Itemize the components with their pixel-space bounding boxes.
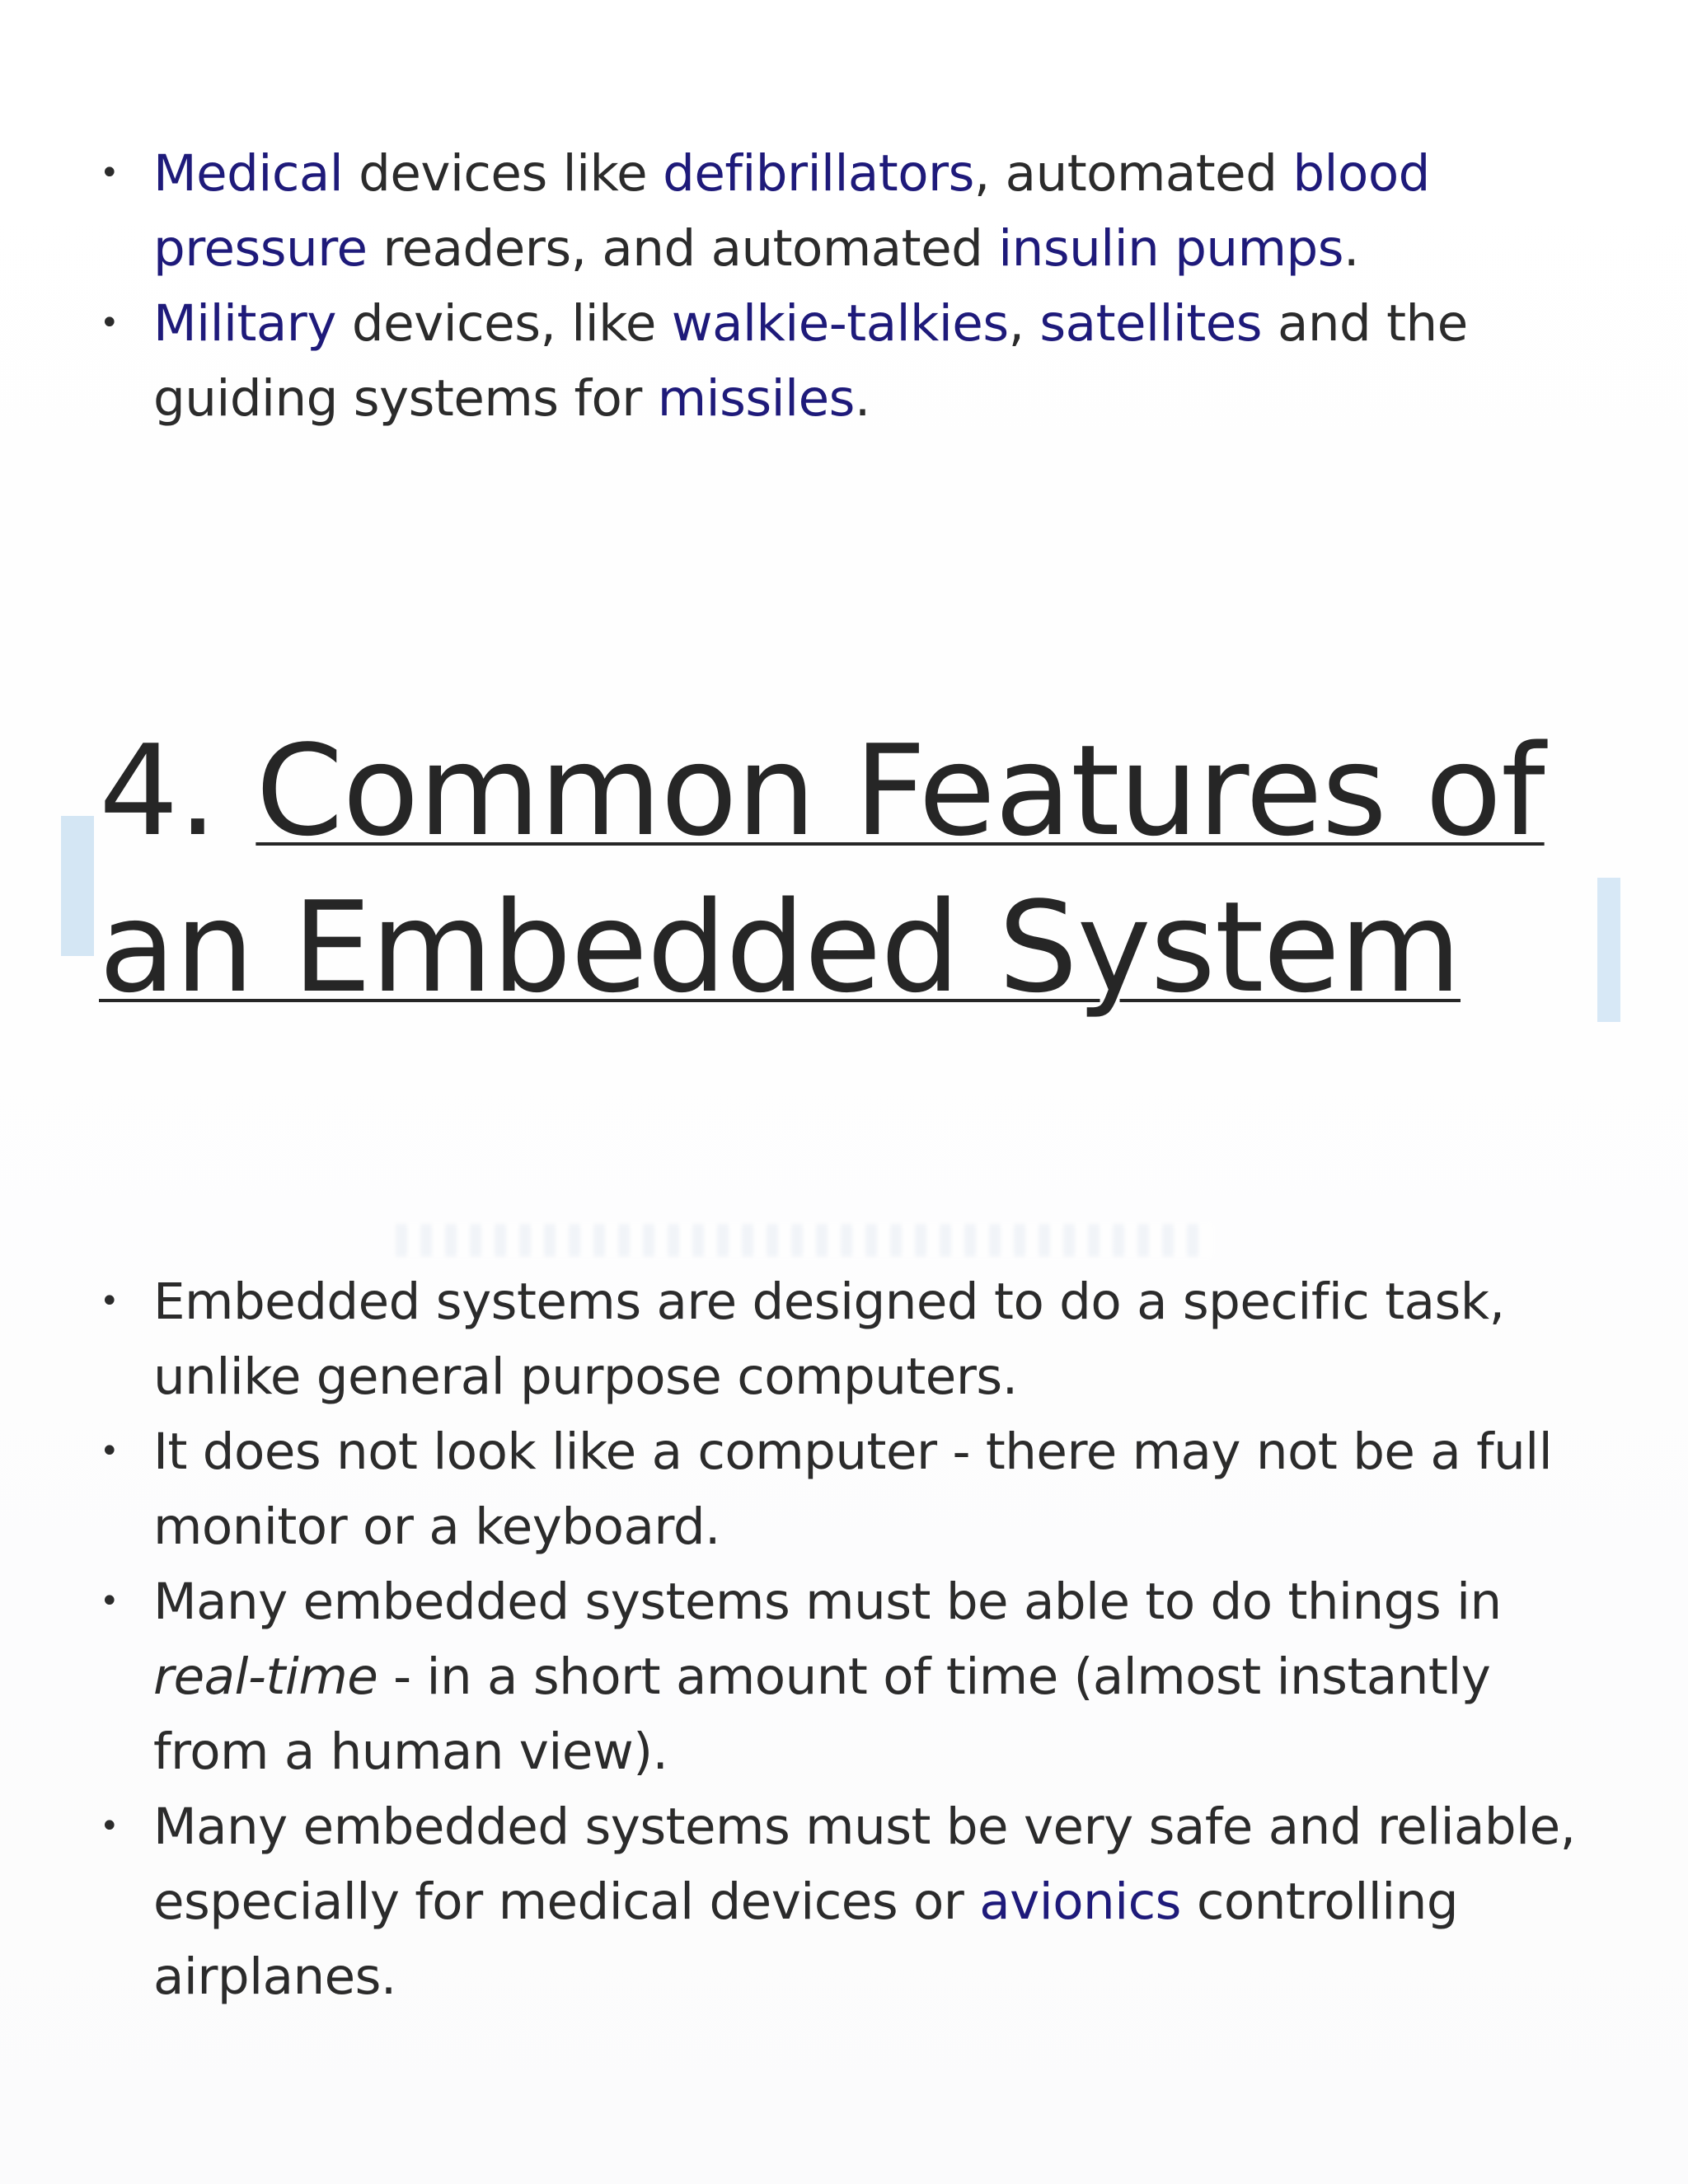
wiki-link[interactable]: satellites: [1039, 294, 1263, 353]
bullet-icon: •: [100, 1807, 120, 1845]
bullet-icon: •: [100, 154, 120, 192]
body-text: - in a short amount of time (almost instantly from a human view).: [153, 1647, 1491, 1781]
emphasis-text: real-time: [153, 1647, 378, 1706]
wiki-link[interactable]: defibrillators: [663, 144, 974, 203]
body-text: It does not look like a computer - there may not be a full monitor or a keyboard.: [153, 1422, 1553, 1556]
section-number: 4.: [99, 718, 256, 864]
wiki-link[interactable]: walkie-talkies: [671, 294, 1009, 353]
body-text: .: [854, 369, 870, 428]
list-item: [0, 136, 1688, 286]
bleed-through-strip: [396, 1224, 1212, 1257]
device-examples-list: [0, 136, 1688, 436]
body-text: Embedded systems are designed to do a specific task, unlike general purpose computers.: [153, 1272, 1505, 1406]
list-item: [0, 1414, 1688, 1564]
wiki-link[interactable]: Medical: [153, 144, 344, 203]
features-list: [0, 1264, 1688, 2014]
body-text: readers, and automated: [367, 219, 999, 278]
body-text: ,: [1008, 294, 1040, 353]
body-text: devices like: [343, 144, 663, 203]
section-title: Common Features of an Embedded System: [99, 718, 1545, 1020]
section-heading: [99, 713, 1632, 1026]
wiki-link[interactable]: Military: [153, 294, 336, 353]
body-text: and the guiding systems for: [153, 294, 1468, 428]
bullet-icon: •: [100, 1582, 120, 1620]
bullet-icon: •: [100, 304, 120, 342]
bullet-icon: •: [100, 1432, 120, 1470]
list-item: [0, 1789, 1688, 2014]
body-text: Many embedded systems must be able to do things in: [153, 1572, 1502, 1631]
body-text: devices, like: [335, 294, 672, 353]
body-text: .: [1343, 219, 1359, 278]
highlight-mark-left: [61, 816, 94, 956]
body-text: , automated: [973, 144, 1293, 203]
wiki-link[interactable]: missiles: [657, 369, 855, 428]
wiki-link[interactable]: blood pressure: [153, 144, 1430, 278]
wiki-link[interactable]: avionics: [979, 1872, 1181, 1931]
body-text: Many embedded systems must be very safe and reliable, especially for medical devices or: [153, 1797, 1576, 1931]
body-text: controlling airplanes.: [153, 1872, 1459, 2006]
list-item: [0, 1564, 1688, 1789]
bullet-icon: •: [100, 1282, 120, 1320]
wiki-link[interactable]: insulin pumps: [998, 219, 1344, 278]
list-item: [0, 1264, 1688, 1414]
list-item: [0, 286, 1688, 436]
